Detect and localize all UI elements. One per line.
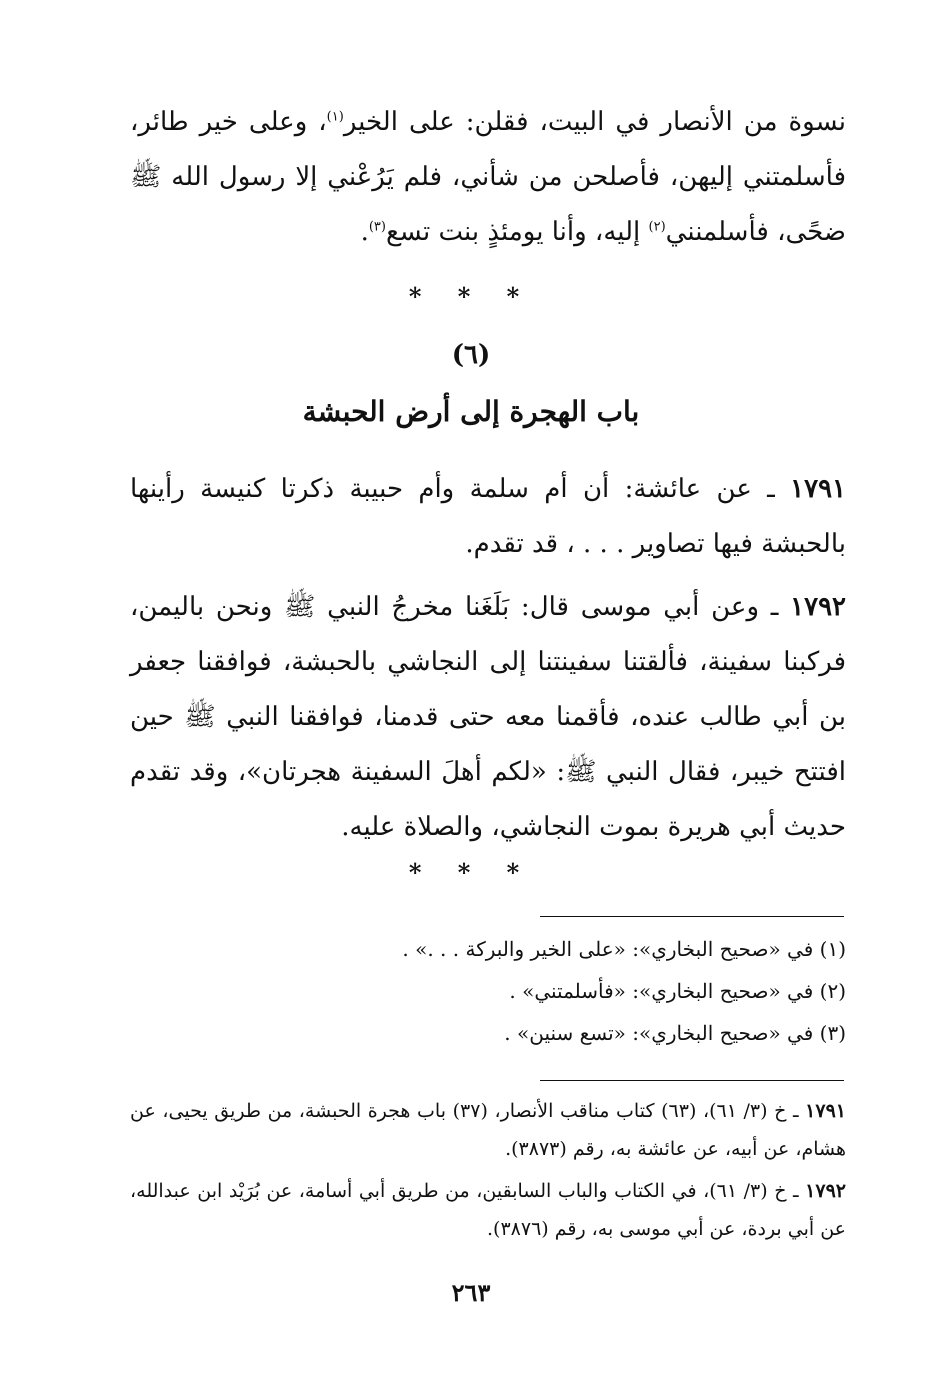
footnote-2: (٢) في «صحيح البخاري»: «فأسلمتني» . xyxy=(509,979,846,1003)
hadith-number: ١٧٩١ xyxy=(790,474,846,504)
chapter-number: (٦) xyxy=(451,340,491,370)
hadith-number: ١٧٩٢ xyxy=(790,592,846,622)
footnote-ref-2[interactable]: (٢) xyxy=(648,219,666,235)
page-number: ٢٦٣ xyxy=(451,1278,491,1307)
footnotes xyxy=(130,928,846,1054)
hadith-1791 xyxy=(130,462,846,572)
reference-number: ١٧٩٢ xyxy=(805,1180,846,1202)
footnote-1: (١) في «صحيح البخاري»: «على الخير والبركة . . .» . xyxy=(402,937,846,961)
reference-text: ـ خ (٣/ ٦١)، في الكتاب والباب السابقين، من طريق أبي أسامة، عن بُرَيْد ابن عبدالله، عن أبي بردة، عن أبي موسى به، رقم (٣٨٧٦). xyxy=(130,1180,846,1240)
hadith-text: ـ وعن أبي موسى قال: بَلَغَنا مخرجُ النبي ﷺ ونحن باليمن، فركبنا سفينة، فألقتنا سفينتنا إلى النجاشي بالحبشة، فوافقنا جعفر بن أبي طالب عنده، فأقمنا معه حتى قدمنا، فوافقنا النبي ﷺ حين افتتح خيبر، فقال النبي ﷺ: «لكم أهلَ السفينة هجرتان»، وقد تقدم حديث أبي هريرة بموت النجاشي، والصلاة عليه. xyxy=(130,592,846,842)
reference-number: ١٧٩١ xyxy=(805,1100,846,1122)
footnote-ref-1[interactable]: (١) xyxy=(326,109,344,125)
reference-1792 xyxy=(130,1172,846,1248)
takhrij-references xyxy=(130,1092,846,1252)
intro-paragraph xyxy=(130,95,846,260)
hadith-1792 xyxy=(130,580,846,855)
hadith-text: ـ عن عائشة: أن أم سلمة وأم حبيبة ذكرتا كنيسة رأينها بالحبشة فيها تصاوير . . . ، قد تقدم. xyxy=(130,474,846,559)
intro-text-c: إليه، وأنا يومئذٍ بنت تسع xyxy=(385,217,649,247)
section-separator: * * * xyxy=(408,858,534,887)
references-divider xyxy=(540,1080,844,1081)
chapter-title: باب الهجرة إلى أرض الحبشة xyxy=(302,395,640,428)
footnote-3: (٣) في «صحيح البخاري»: «تسع سنين» . xyxy=(504,1021,846,1045)
intro-text-d: . xyxy=(360,217,369,247)
footnote-ref-3[interactable]: (٣) xyxy=(368,219,386,235)
section-separator: * * * xyxy=(408,282,534,311)
intro-text-a: نسوة من الأنصار في البيت، فقلن: على الخير xyxy=(343,107,846,137)
reference-text: ـ خ (٣/ ٦١)، (٦٣) كتاب مناقب الأنصار، (٣٧) باب هجرة الحبشة، من طريق يحيى، عن هشام، عن أبيه، عن عائشة به، رقم (٣٨٧٣). xyxy=(130,1100,846,1160)
intro-text-b: ، وعلى خير طائر، فأسلمتني إليهن، فأصلحن من شأني، فلم يَرُعْني إلا رسول الله ﷺ ضحًى، فأسلمنني xyxy=(130,107,846,247)
reference-1791 xyxy=(130,1092,846,1168)
footnote-divider xyxy=(540,916,844,917)
